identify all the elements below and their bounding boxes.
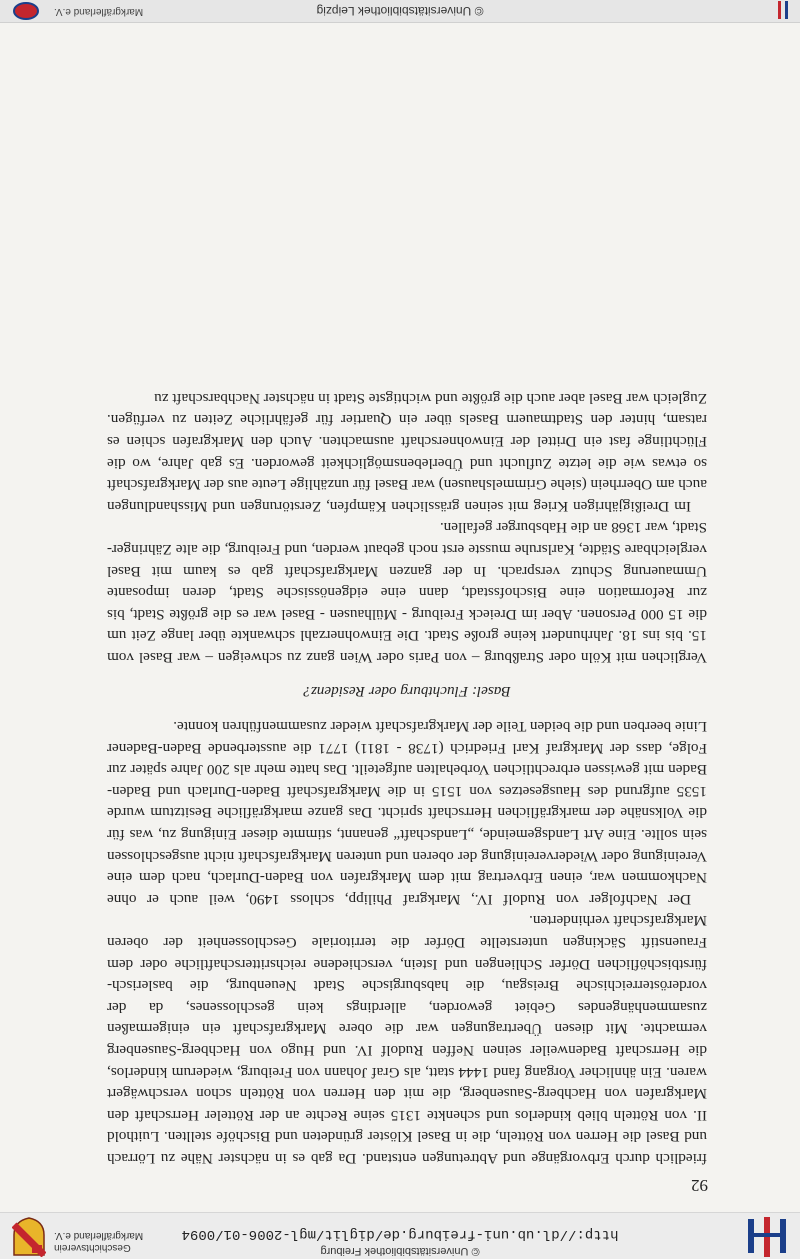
footer-copyright: © Universitätsbibliothek Leipzig — [316, 4, 484, 18]
page-url[interactable]: http://dl.ub.uni-freiburg.de/diglit/mgl-2006-01/0094 — [181, 1226, 619, 1242]
society-name — [54, 1229, 143, 1253]
paragraph: Verglichen mit Köln oder Straßburg – von Paris oder Wien ganz zu schweigen – war Basel vom 15. bis ins 18. Jahrhundert keine große Stadt. Die Einwohnerzahl schwankte über lange Zeit um die 15 000 Personen. Aber im Dreieck Freiburg - Mülhausen - Basel war es die größte Stadt, bis zur Reformation eine Bischofsstadt, dann eine eidgenössische Stadt, deren imposante Ummauerung Schutz versprach. In der ganzen Markgrafschaft gab es kaum mit Basel vergleichbare Städte, Karlsruhe musste erst noch gebaut werden, und Freiburg, die alte Zähringer-Stadt, war 1368 an die Habsburger gefallen. — [107, 519, 707, 666]
coat-of-arms-icon — [12, 1217, 46, 1257]
paragraph: friedlich durch Erbvorgänge und Abtretungen entstand. Da gab es in nächster Nähe zu Lörrach und Basel die Herren von Rötteln, die in Basel Klöster gründeten und Bischöfe stellten. Luithold II. von Rötteln blieb kinderlos und schenkte 1315 seine Rechte an der Rötteler Herrschaft den Markgrafen von Hachberg-Sausenberg, die mit den Herren von Rötteln schon verschwägert waren. Ein ähnlicher Vorgang fand 1444 statt, als Graf Johann von Freiburg, wiederum kinderlos, die Herrschaft Badenweiler seinen Neffen Rudolf IV. und Hugo von Hachberg-Sausenberg vermachte. Mit diesen Übertragungen war die obere Markgrafschaft ein einigermaßen zusammenhängendes Gebiet geworden, allerdings kein geschlossenes, da der vorderösterreichische Breisgau, die habsburgische Stadt Neuenburg, die baslerisch-fürstbischöflichen Dörfer Schliengen und Istein, verschiedene reichsritterschaftliche oder dem Frauenstift Säckingen unterstellte Dörfer die territoriale Geschlossenheit der oberen Markgrafschaft verhinderten. — [107, 912, 707, 1167]
coat-of-arms-icon — [12, 2, 40, 20]
page-text — [107, 387, 707, 1169]
society-line-1: Geschichtsverein — [54, 1242, 131, 1253]
section-heading: Basel: Fluchtburg oder Residenz? — [303, 682, 511, 700]
viewer-header — [0, 1212, 800, 1259]
header-copyright: © Universitätsbibliothek Freiburg — [320, 1245, 480, 1257]
paragraph: Der Nachfolger von Rudolf IV., Markgraf Philipp, schloss 1490, weil auch er ohne Nachkommen war, einen Erbvertrag mit dem Markgrafen von Baden-Durlach, nach dem eine Vereinigung oder Wiedervereinigung der oberen und unteren Markgrafschaft nicht ausgeschlossen sein sollte. Eine Art Landsgemeinde, „Landschaft“ genannt, stimmte dieser Einigung zu, was für die Volksnähe der markgräflichen Herrschaft spricht. Das ganze markgräfliche Besitztum wurde 1535 aufgrund des Hausgesetzes von 1515 in die Markgrafschaft Baden-Durlach und Baden-Baden mit gewissen erbrechtlichen Vorbehalten aufgeteilt. Das hatte mehr als 200 Jahre später zur Folge, dass der Markgraf Karl Friedrich (1738 - 1811) 1771 die aussterbende Baden-Badener Linie beerben und die beiden Teile der Markgrafschaft wieder zusammenführen konnte. — [107, 718, 707, 908]
viewer-footer — [0, 0, 800, 23]
footer-society: Markgräflerland e.V. — [54, 6, 144, 17]
paragraph: Im Dreißigjährigen Krieg mit seinen grässlichen Kämpfen, Zerstörungen und Misshandlungen auch am Oberrhein (siehe Grimmelshausen) war Basel für unzählige Leute aus der Markgrafschaft so etwas wie die letzte Zuflucht und Überlebensmöglichkeit geworden. Es gab Jahre, wo die Flüchtlinge fast ein Drittel der Einwohnerschaft ausmachten. Auch den Markgrafen schien es ratsam, hinter den Stadtmauern Basels über ein Quartier für gefährliche Zeiten zu verfügen. Zugleich war Basel aber auch die größte und wichtigste Stadt in nächster Nachbarschaft zu — [107, 389, 707, 515]
society-line-2: Markgräflerland e.V. — [54, 1230, 144, 1241]
page-number: 92 — [691, 1176, 708, 1195]
